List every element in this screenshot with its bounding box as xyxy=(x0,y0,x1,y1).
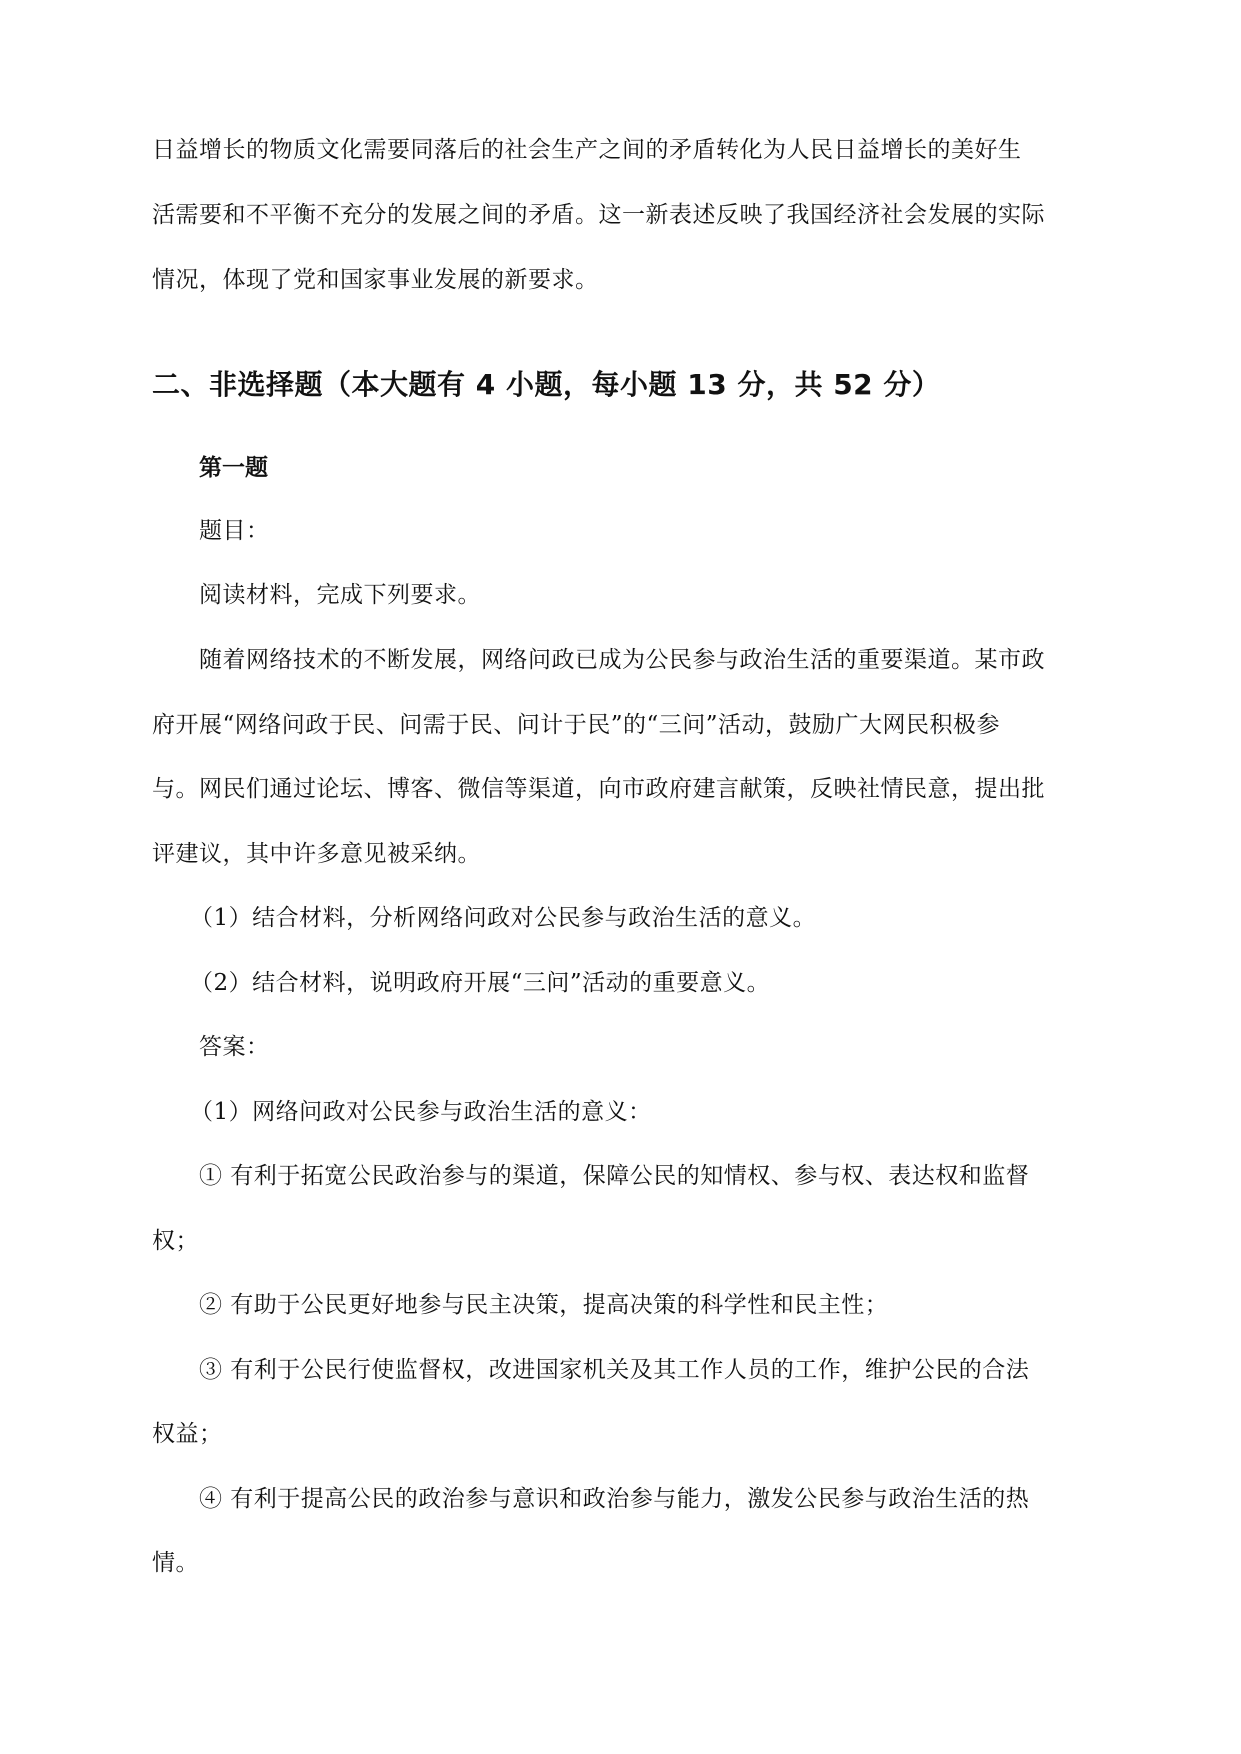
material-line: 与。网民们通过论坛、博客、微信等渠道，向市政府建言献策，反映社情民意，提出批 xyxy=(152,776,1045,802)
material-line: 府开展“网络问政于民、问需于民、问计于民”的“三问”活动，鼓励广大网民积极参 xyxy=(152,712,1001,738)
section-heading: 二、非选择题（本大题有 4 小题，每小题 13 分，共 52 分） xyxy=(152,368,941,401)
answer-heading: （1）网络问政对公民参与政治生活的意义： xyxy=(190,1099,652,1125)
answer-point: ④ 有利于提高公民的政治参与意识和政治参与能力，激发公民参与政治生活的热 xyxy=(199,1486,1030,1512)
intro-line: 情况，体现了党和国家事业发展的新要求。 xyxy=(152,267,599,293)
question-instruction: 阅读材料，完成下列要求。 xyxy=(199,582,481,608)
sub-question: （2）结合材料，说明政府开展“三问”活动的重要意义。 xyxy=(190,970,771,996)
answer-point-continuation: 权； xyxy=(152,1228,199,1254)
answer-point-continuation: 情。 xyxy=(152,1550,199,1576)
sub-question: （1）结合材料，分析网络问政对公民参与政治生活的意义。 xyxy=(190,905,817,931)
answer-point: ① 有利于拓宽公民政治参与的渠道，保障公民的知情权、参与权、表达权和监督 xyxy=(199,1163,1030,1189)
material-line: 评建议，其中许多意见被采纳。 xyxy=(152,841,481,867)
answer-point-continuation: 权益； xyxy=(152,1421,223,1447)
prompt-label: 题目： xyxy=(199,518,270,544)
answer-point: ③ 有利于公民行使监督权，改进国家机关及其工作人员的工作，维护公民的合法 xyxy=(199,1357,1030,1383)
answer-point: ② 有助于公民更好地参与民主决策，提高决策的科学性和民主性； xyxy=(199,1292,889,1318)
material-line: 随着网络技术的不断发展，网络问政已成为公民参与政治生活的重要渠道。某市政 xyxy=(199,647,1045,673)
question-title: 第一题 xyxy=(199,455,268,481)
intro-line: 活需要和不平衡不充分的发展之间的矛盾。这一新表述反映了我国经济社会发展的实际 xyxy=(152,202,1045,228)
intro-line: 日益增长的物质文化需要同落后的社会生产之间的矛盾转化为人民日益增长的美好生 xyxy=(152,137,1022,163)
answer-label: 答案： xyxy=(199,1034,270,1060)
